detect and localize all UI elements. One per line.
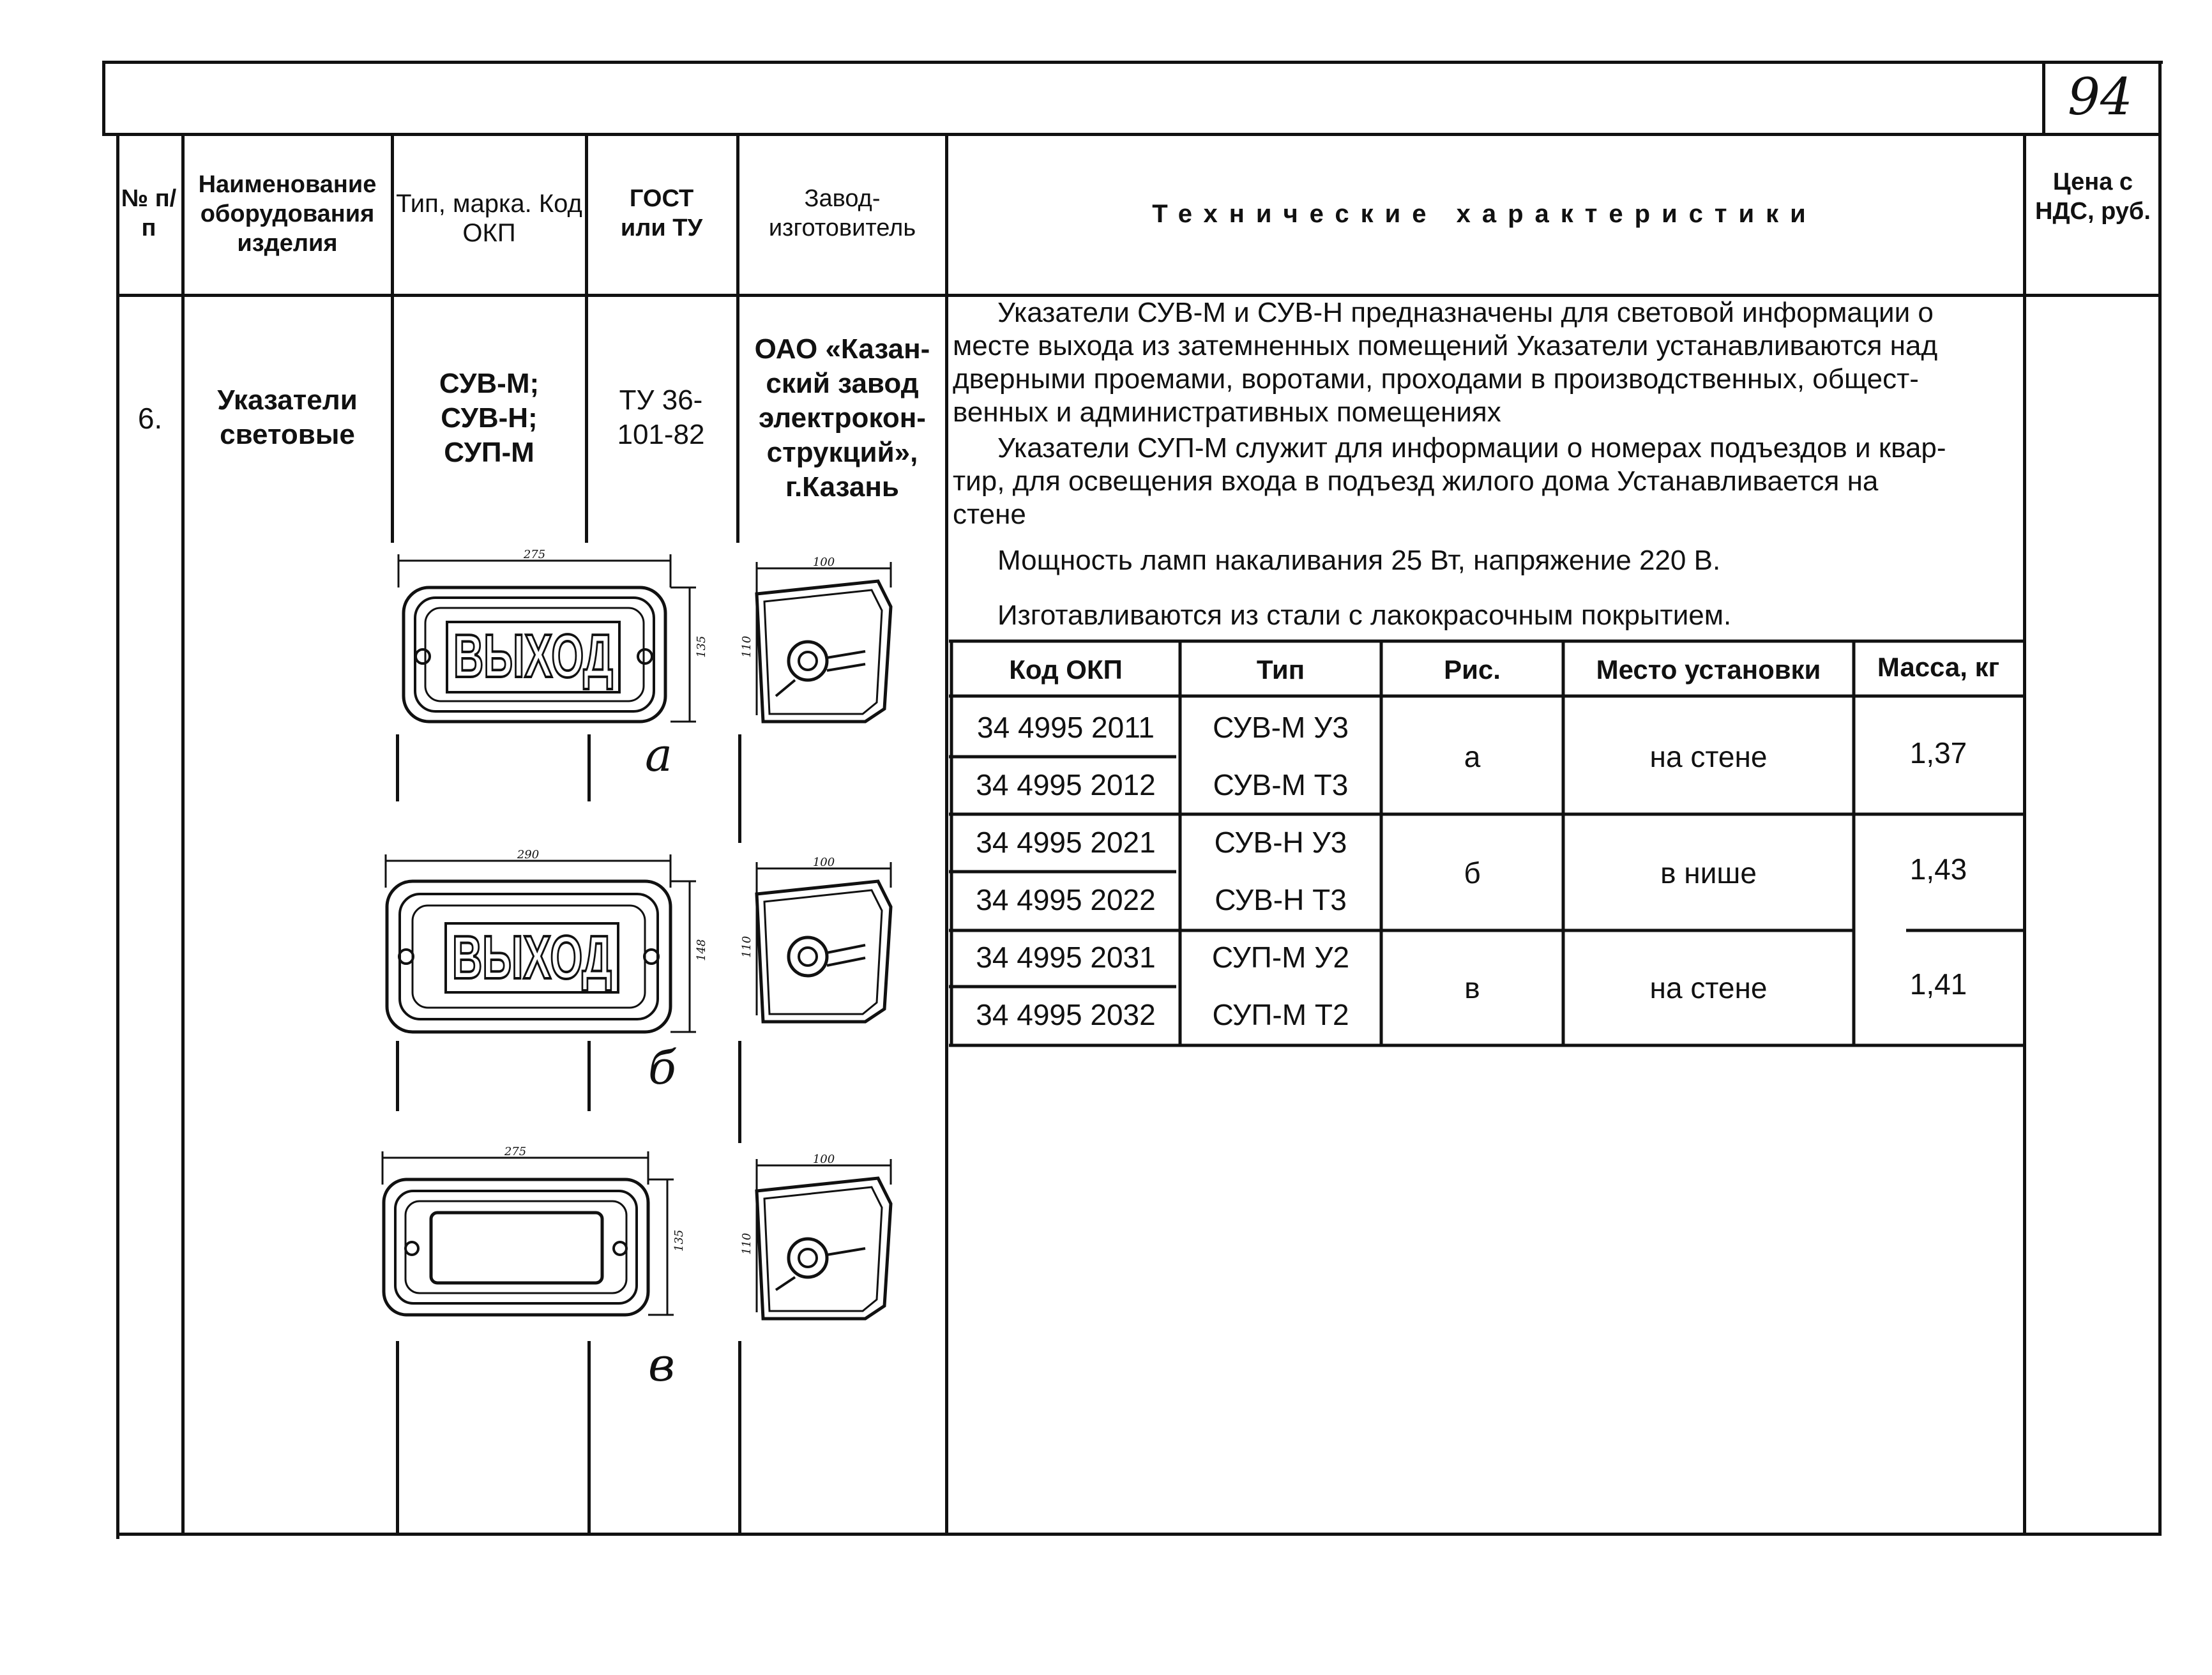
equipment-name: Указатели световые — [217, 384, 358, 450]
figure-c-width-dim: 275 — [504, 1146, 527, 1158]
spec-fig-c: в — [1464, 971, 1480, 1004]
spec-type-3: СУВ-Н У3 — [1214, 826, 1347, 859]
figure-a-side-height-dim: 110 — [740, 635, 754, 658]
page-number: 94 — [2068, 67, 2133, 126]
spec-code-5: 34 4995 2031 — [976, 941, 1156, 974]
p1-line-1: Указатели СУВ-М и СУВ-Н предназначены для световой информации о — [997, 297, 1934, 328]
spec-mass-b: 1,43 — [1909, 853, 1967, 886]
figure-a-height-dim: 135 — [695, 635, 708, 658]
spec-fig-a: а — [1464, 740, 1481, 773]
spec-type-5: СУП-М У2 — [1211, 941, 1350, 974]
figure-b-side-width-dim: 100 — [812, 856, 835, 869]
tech-paragraph-4: Изготавливаются из стали с лакокрасочным покрытием. — [997, 600, 1732, 631]
figure-c-side-width-dim: 100 — [812, 1153, 835, 1166]
type-line-3: СУП-М — [444, 437, 534, 468]
figure-b-label: б — [648, 1041, 676, 1095]
figure-b-width-dim: 290 — [517, 849, 540, 861]
figure-a-sign-text: ВЫХОД — [453, 622, 613, 690]
figure-a-front — [390, 549, 741, 747]
spec-place-c: на стене — [1649, 971, 1768, 1004]
p1-line-3: дверными проемами, воротами, проходами в производственных, общест- — [953, 363, 1919, 395]
figure-c-front — [374, 1146, 718, 1338]
figure-a-label: а — [645, 728, 672, 782]
spec-mass-c: 1,41 — [1909, 967, 1967, 1001]
spec-type-2: СУВ-М Т3 — [1213, 768, 1349, 801]
figure-c-side-height-dim: 110 — [740, 1232, 754, 1255]
factory-line-1: ОАО «Казан- — [754, 333, 930, 365]
spec-type-6: СУП-М Т2 — [1212, 998, 1349, 1031]
header-col-type: Тип, марка. Код ОКП — [396, 190, 582, 247]
p1-line-2: месте выхода из затемненных помещений Указатели устанавливаются над — [953, 330, 1938, 361]
tech-paragraph-3: Мощность ламп накаливания 25 Вт, напряжение 220 В. — [997, 545, 1721, 576]
header-col-gost: ГОСТ или ТУ — [620, 185, 703, 241]
figure-b-height-dim: 148 — [695, 939, 708, 961]
factory-line-4: струкций», — [766, 437, 918, 468]
p2-line-3: стене — [953, 499, 1026, 530]
spec-header-code: Код ОКП — [1009, 655, 1123, 685]
spec-fig-b: б — [1464, 856, 1481, 890]
header-col-num: № п/п — [121, 185, 177, 241]
figure-c-label: в — [648, 1338, 675, 1391]
p2-line-1: Указатели СУП-М служит для информации о номерах подъездов и квар- — [997, 432, 1946, 464]
spec-code-6: 34 4995 2032 — [976, 998, 1156, 1031]
spec-code-1: 34 4995 2011 — [977, 711, 1155, 744]
spec-place-b: в нише — [1660, 856, 1757, 890]
type-line-2: СУВ-Н; — [441, 402, 538, 434]
figure-b-front — [377, 849, 741, 1047]
spec-code-2: 34 4995 2012 — [976, 768, 1156, 801]
spec-header-mass: Масса, кг — [1877, 652, 2000, 682]
spec-code-3: 34 4995 2021 — [976, 826, 1156, 859]
gost-spec: ТУ 36-101-82 — [617, 384, 705, 450]
figure-a-side-width-dim: 100 — [812, 556, 835, 569]
row-number: 6. — [137, 402, 163, 435]
figure-c-height-dim: 135 — [672, 1229, 686, 1252]
p1-line-4: венных и административных помещениях — [953, 397, 1501, 428]
factory-line-3: электрокон- — [759, 402, 926, 434]
spec-type-1: СУВ-М У3 — [1213, 711, 1349, 744]
header-col-factory: Завод-изготовитель — [768, 185, 916, 241]
spec-type-4: СУВ-Н Т3 — [1215, 883, 1347, 916]
type-line-1: СУВ-М; — [439, 368, 540, 399]
spec-header-type: Тип — [1256, 655, 1305, 685]
spec-header-fig: Рис. — [1444, 655, 1501, 685]
spec-code-4: 34 4995 2022 — [976, 883, 1156, 916]
factory-line-5: г.Казань — [785, 471, 899, 503]
p2-line-2: тир, для освещения входа в подъезд жилого дома Устанавливается на — [953, 466, 1879, 497]
figure-a-side — [738, 549, 904, 747]
figure-b-side — [738, 849, 904, 1047]
figure-a-width-dim: 275 — [523, 549, 546, 561]
spec-header-place: Место установки — [1596, 655, 1821, 685]
header-col-name: Наименование оборудования изделия — [198, 171, 377, 257]
header-col-tech: Технические характеристики — [1152, 200, 1817, 228]
figure-b-sign-text: ВЫХОД — [452, 923, 612, 992]
header-col-price: Цена с НДС, руб. — [2035, 169, 2151, 225]
spec-place-a: на стене — [1649, 740, 1768, 773]
factory-line-2: ский завод — [766, 368, 919, 399]
figure-c-side — [738, 1146, 904, 1338]
spec-mass-a: 1,37 — [1909, 736, 1967, 769]
figure-b-side-height-dim: 110 — [740, 936, 754, 958]
